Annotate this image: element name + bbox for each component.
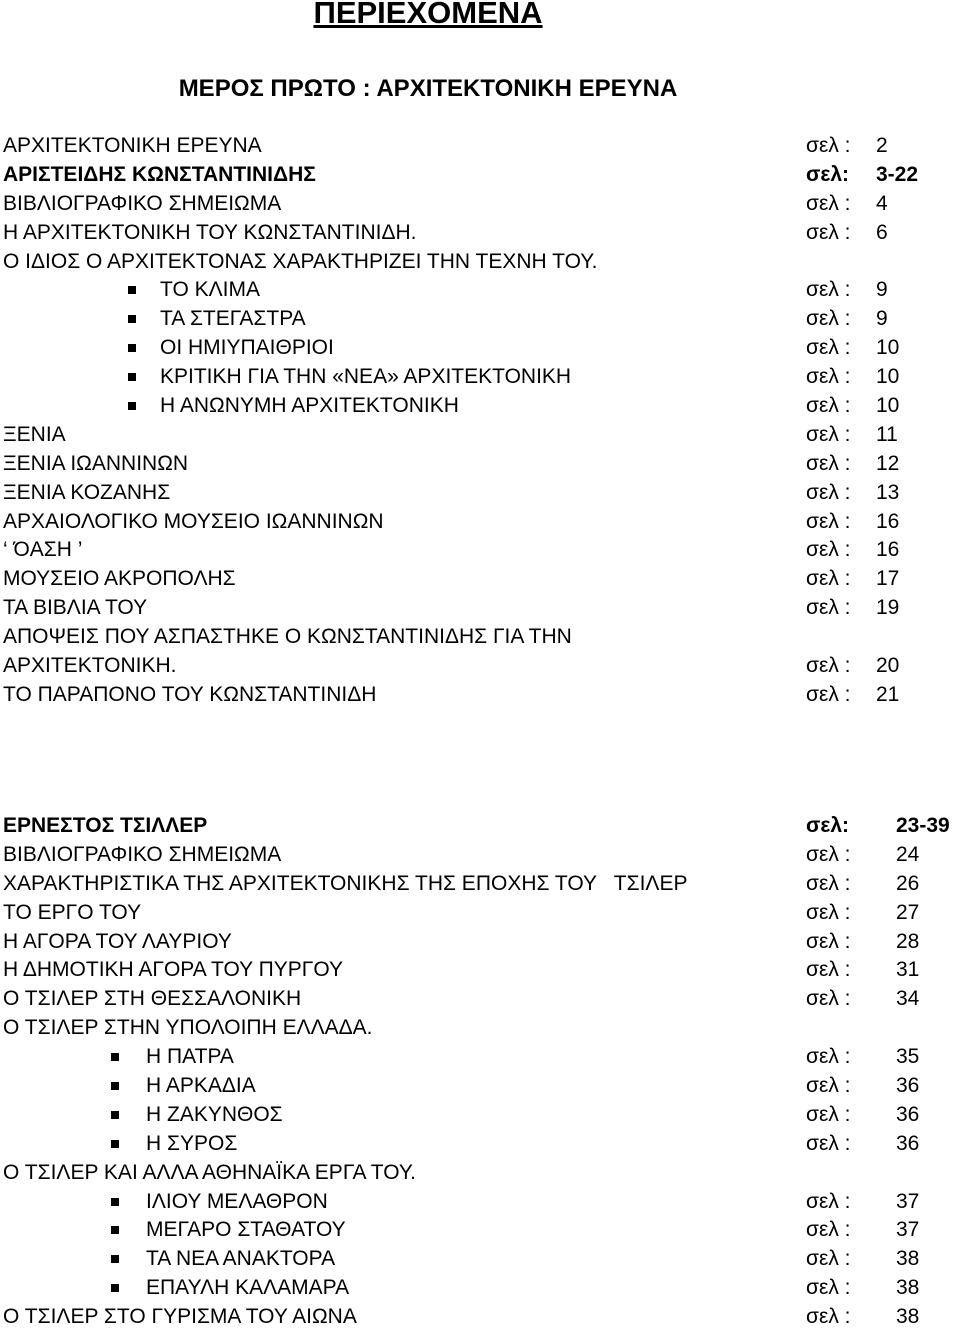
page-label: σελ :: [806, 394, 851, 418]
page-label: σελ :: [806, 842, 851, 866]
toc-entry: [0, 870, 960, 899]
toc-entry: [0, 681, 960, 710]
page-label: σελ :: [806, 987, 851, 1011]
toc-entry: [0, 985, 960, 1014]
entry-title: ΜΟΥΣΕΙΟ ΑΚΡΟΠΟΛΗΣ: [3, 567, 236, 591]
page-label: σελ :: [806, 1305, 851, 1329]
entry-title: ΙΛΙΟΥ ΜΕΛΑΘΡΟΝ: [146, 1189, 328, 1213]
entry-title: ΞΕΝΙΑ ΚΟΖΑΝΗΣ: [3, 480, 171, 504]
entry-title: ΤΟ ΠΑΡΑΠΟΝΟ ΤΟΥ ΚΩΝΣΤΑΝΤΙΝΙΔΗ: [3, 682, 377, 706]
bullet-icon: [111, 1255, 119, 1263]
entry-title: Η ΑΡΚΑΔΙΑ: [146, 1074, 256, 1098]
entry-title: Η ΔΗΜΟΤΙΚΗ ΑΓΟΡΑ ΤΟΥ ΠΥΡΓΟΥ: [3, 958, 344, 982]
entry-title: Η ΠΑΤΡΑ: [146, 1045, 234, 1069]
page-number: 10: [876, 336, 900, 360]
toc-entry: [0, 1014, 960, 1043]
page-label: σελ :: [806, 278, 851, 302]
toc-entry: [0, 536, 960, 565]
page-label: σελ :: [806, 596, 851, 620]
toc-subentry: [0, 1072, 960, 1101]
toc-subentry: [0, 1043, 960, 1072]
page-label: σελ :: [806, 191, 851, 215]
page-label: σελ :: [806, 682, 851, 706]
page-number: 2: [876, 134, 888, 157]
page-number: 16: [876, 538, 900, 562]
entry-title: ΤΑ ΣΤΕΓΑΣΤΡΑ: [160, 307, 306, 331]
bullet-icon: [111, 1226, 119, 1234]
toc-section-2: [0, 812, 960, 1332]
entry-title: ΜΕΓΑΡΟ ΣΤΑΘΑΤΟΥ: [146, 1218, 346, 1242]
entry-title: ΑΡΧΑΙΟΛΟΓΙΚΟ ΜΟΥΣΕΙΟ ΙΩΑΝΝΙΝΩΝ: [3, 509, 384, 533]
page-label: σελ :: [806, 1218, 851, 1242]
page-number: 16: [876, 509, 900, 533]
page-number: 36: [896, 1074, 920, 1098]
page-number: 10: [876, 394, 900, 418]
entry-title: ΑΡΧΙΤΕΚΤΟΝΙΚΗ ΕΡΕΥΝΑ: [3, 134, 262, 157]
page-label: σελ :: [806, 307, 851, 331]
page-number: 38: [896, 1247, 920, 1271]
toc-entry: [0, 652, 960, 681]
page-number: 24: [896, 842, 920, 866]
entry-title: ΒΙΒΛΙΟΓΡΑΦΙΚΟ ΣΗΜΕΙΩΜΑ: [3, 842, 282, 866]
page-label: σελ:: [806, 162, 850, 186]
bullet-icon: [128, 286, 136, 294]
toc-entry: [0, 161, 960, 190]
entry-title: ‘ ΌΑΣΗ ’: [3, 538, 83, 562]
entry-title: Ο ΤΣΙΛΕΡ ΣΤΟ ΓΥΡΙΣΜΑ ΤΟΥ ΑΙΩΝΑ: [3, 1305, 357, 1329]
toc-subentry: [0, 363, 960, 392]
page-label: σελ :: [806, 365, 851, 389]
page-number: 34: [896, 987, 920, 1011]
toc-entry: [0, 132, 960, 161]
entry-title: ΤΑ ΝΕΑ ΑΝΑΚΤΟΡΑ: [146, 1247, 336, 1271]
page-number: 12: [876, 451, 900, 475]
toc-entry: [0, 841, 960, 870]
entry-title: ΤΟ ΕΡΓΟ ΤΟΥ: [3, 900, 142, 924]
page-number: 23-39: [896, 814, 950, 837]
bullet-icon: [111, 1111, 119, 1119]
entry-title: ΑΠΟΨΕΙΣ ΠΟΥ ΑΣΠΑΣΤΗΚΕ Ο ΚΩΝΣΤΑΝΤΙΝΙΔΗΣ ΓΙΑ ΤΗΝ: [3, 625, 572, 649]
entry-title: Η ΑΝΩΝΥΜΗ ΑΡΧΙΤΕΚΤΟΝΙΚΗ: [160, 394, 459, 418]
entry-title: Η ΖΑΚΥΝΘΟΣ: [146, 1102, 283, 1126]
toc-subentry: [0, 392, 960, 421]
entry-title: Η ΑΓΟΡΑ ΤΟΥ ΛΑΥΡΙΟΥ: [3, 929, 232, 953]
toc-entry: [0, 899, 960, 928]
toc-entry: [0, 248, 960, 277]
entry-title: ΤΑ ΒΙΒΛΙΑ ΤΟΥ: [3, 596, 148, 620]
page-label: σελ :: [806, 654, 851, 678]
page-label: σελ :: [806, 1276, 851, 1300]
bullet-icon: [111, 1198, 119, 1206]
page-number: 19: [876, 596, 900, 620]
entry-title: Η ΑΡΧΙΤΕΚΤΟΝΙΚΗ ΤΟΥ ΚΩΝΣΤΑΝΤΙΝΙΔΗ.: [3, 220, 417, 244]
page-label: σελ :: [806, 929, 851, 953]
page-label: σελ :: [806, 451, 851, 475]
page-label: σελ :: [806, 1045, 851, 1069]
page-label: σελ :: [806, 1131, 851, 1155]
toc-entry: [0, 623, 960, 652]
toc-entry: [0, 594, 960, 623]
page-number: 4: [876, 191, 888, 215]
toc-entry: [0, 956, 960, 985]
toc-subentry: [0, 1245, 960, 1274]
entry-title: ΞΕΝΙΑ: [3, 422, 66, 446]
page-number: 37: [896, 1218, 920, 1242]
bullet-icon: [128, 344, 136, 352]
page-number: 13: [876, 480, 900, 504]
page-label: σελ :: [806, 422, 851, 446]
page-label: σελ :: [806, 220, 851, 244]
entry-title: ΟΙ ΗΜΙΥΠΑΙΘΡΙΟΙ: [160, 336, 334, 360]
page-label: σελ :: [806, 336, 851, 360]
page-label: σελ :: [806, 134, 851, 157]
entry-title: ΑΡΧΙΤΕΚΤΟΝΙΚΗ.: [3, 654, 177, 678]
toc-subentry: [0, 1274, 960, 1303]
page-label: σελ :: [806, 480, 851, 504]
page-number: 36: [896, 1131, 920, 1155]
page-label: σελ :: [806, 1189, 851, 1213]
toc-subentry: [0, 1101, 960, 1130]
toc-entry: [0, 421, 960, 450]
page-number: 10: [876, 365, 900, 389]
page-number: 20: [876, 654, 900, 678]
entry-title: ΑΡΙΣΤΕΙΔΗΣ ΚΩΝΣΤΑΝΤΙΝΙΔΗΣ: [3, 162, 316, 186]
toc-subentry: [0, 1188, 960, 1217]
toc-entry: [0, 812, 960, 841]
page-number: 38: [896, 1276, 920, 1300]
entry-title: Η ΣΥΡΟΣ: [146, 1131, 238, 1155]
entry-title: ΕΠΑΥΛΗ ΚΑΛΑΜΑΡΑ: [146, 1276, 350, 1300]
toc-subentry: [0, 334, 960, 363]
entry-title: ΒΙΒΛΙΟΓΡΑΦΙΚΟ ΣΗΜΕΙΩΜΑ: [3, 191, 282, 215]
toc-subentry: [0, 1130, 960, 1159]
toc-entry: [0, 1303, 960, 1332]
bullet-icon: [111, 1140, 119, 1148]
toc-entry: [0, 508, 960, 537]
page-label: σελ :: [806, 1074, 851, 1098]
bullet-icon: [128, 315, 136, 323]
page-label: σελ :: [806, 1247, 851, 1271]
toc-entry: [0, 1159, 960, 1188]
toc-entry: [0, 190, 960, 219]
entry-title: Ο ΤΣΙΛΕΡ ΚΑΙ ΑΛΛΑ ΑΘΗΝΑΪΚΑ ΕΡΓΑ ΤΟΥ.: [3, 1160, 417, 1184]
page-number: 37: [896, 1189, 920, 1213]
page-number: 38: [896, 1305, 920, 1329]
entry-title: Ο ΙΔΙΟΣ Ο ΑΡΧΙΤΕΚΤΟΝΑΣ ΧΑΡΑΚΤΗΡΙΖΕΙ ΤΗΝ ΤΕΧΝΗ ΤΟΥ.: [3, 249, 598, 273]
bullet-icon: [111, 1082, 119, 1090]
page-title: ΠΕΡΙΕΧΟΜΕΝΑ: [313, 0, 543, 30]
bullet-icon: [128, 402, 136, 410]
page-label: σελ:: [806, 814, 850, 837]
bullet-icon: [111, 1053, 119, 1061]
toc-section-1: [0, 132, 960, 710]
entry-title: ΤΟ ΚΛΙΜΑ: [160, 278, 260, 302]
page-number: 9: [876, 307, 888, 331]
entry-title: Ο ΤΣΙΛΕΡ ΣΤΗ ΘΕΣΣΑΛΟΝΙΚΗ: [3, 987, 302, 1011]
page-label: σελ :: [806, 509, 851, 533]
entry-title: ΧΑΡΑΚΤΗΡΙΣΤΙΚΑ ΤΗΣ ΑΡΧΙΤΕΚΤΟΝΙΚΗΣ ΤΗΣ ΕΠΟΧΗΣ ΤΟΥ ΤΣΙΛΕΡ: [3, 871, 688, 895]
page-label: σελ :: [806, 1102, 851, 1126]
page-number: 9: [876, 278, 888, 302]
toc-entry: [0, 450, 960, 479]
page-number: 6: [876, 220, 888, 244]
part-title: ΜΕΡΟΣ ΠΡΩΤΟ : ΑΡΧΙΤΕΚΤΟΝΙΚΗ ΕΡΕΥΝΑ: [178, 75, 678, 102]
entry-title: ΚΡΙΤΙΚΗ ΓΙΑ ΤΗΝ «ΝΕΑ» ΑΡΧΙΤΕΚΤΟΝΙΚΗ: [160, 365, 572, 389]
page-label: σελ :: [806, 958, 851, 982]
page-number: 31: [896, 958, 920, 982]
toc-entry: [0, 565, 960, 594]
toc-subentry: [0, 1216, 960, 1245]
toc-entry: [0, 928, 960, 957]
page-number: 27: [896, 900, 920, 924]
page-number: 11: [876, 422, 898, 446]
page-number: 3-22: [876, 162, 919, 186]
page-label: σελ :: [806, 538, 851, 562]
page-number: 26: [896, 871, 920, 895]
page-number: 17: [876, 567, 900, 591]
toc-subentry: [0, 276, 960, 305]
toc-subentry: [0, 305, 960, 334]
page-label: σελ :: [806, 900, 851, 924]
bullet-icon: [128, 373, 136, 381]
page-number: 28: [896, 929, 920, 953]
page-number: 36: [896, 1102, 920, 1126]
bullet-icon: [111, 1284, 119, 1292]
entry-title: Ο ΤΣΙΛΕΡ ΣΤΗΝ ΥΠΟΛΟΙΠΗ ΕΛΛΑΔΑ.: [3, 1016, 373, 1040]
page-label: σελ :: [806, 871, 851, 895]
toc-entry: [0, 219, 960, 248]
page-number: 21: [876, 682, 900, 706]
toc-entry: [0, 479, 960, 508]
page-label: σελ :: [806, 567, 851, 591]
page-number: 35: [896, 1045, 920, 1069]
entry-title: ΕΡΝΕΣΤΟΣ ΤΣΙΛΛΕΡ: [3, 814, 208, 837]
entry-title: ΞΕΝΙΑ ΙΩΑΝΝΙΝΩΝ: [3, 451, 189, 475]
